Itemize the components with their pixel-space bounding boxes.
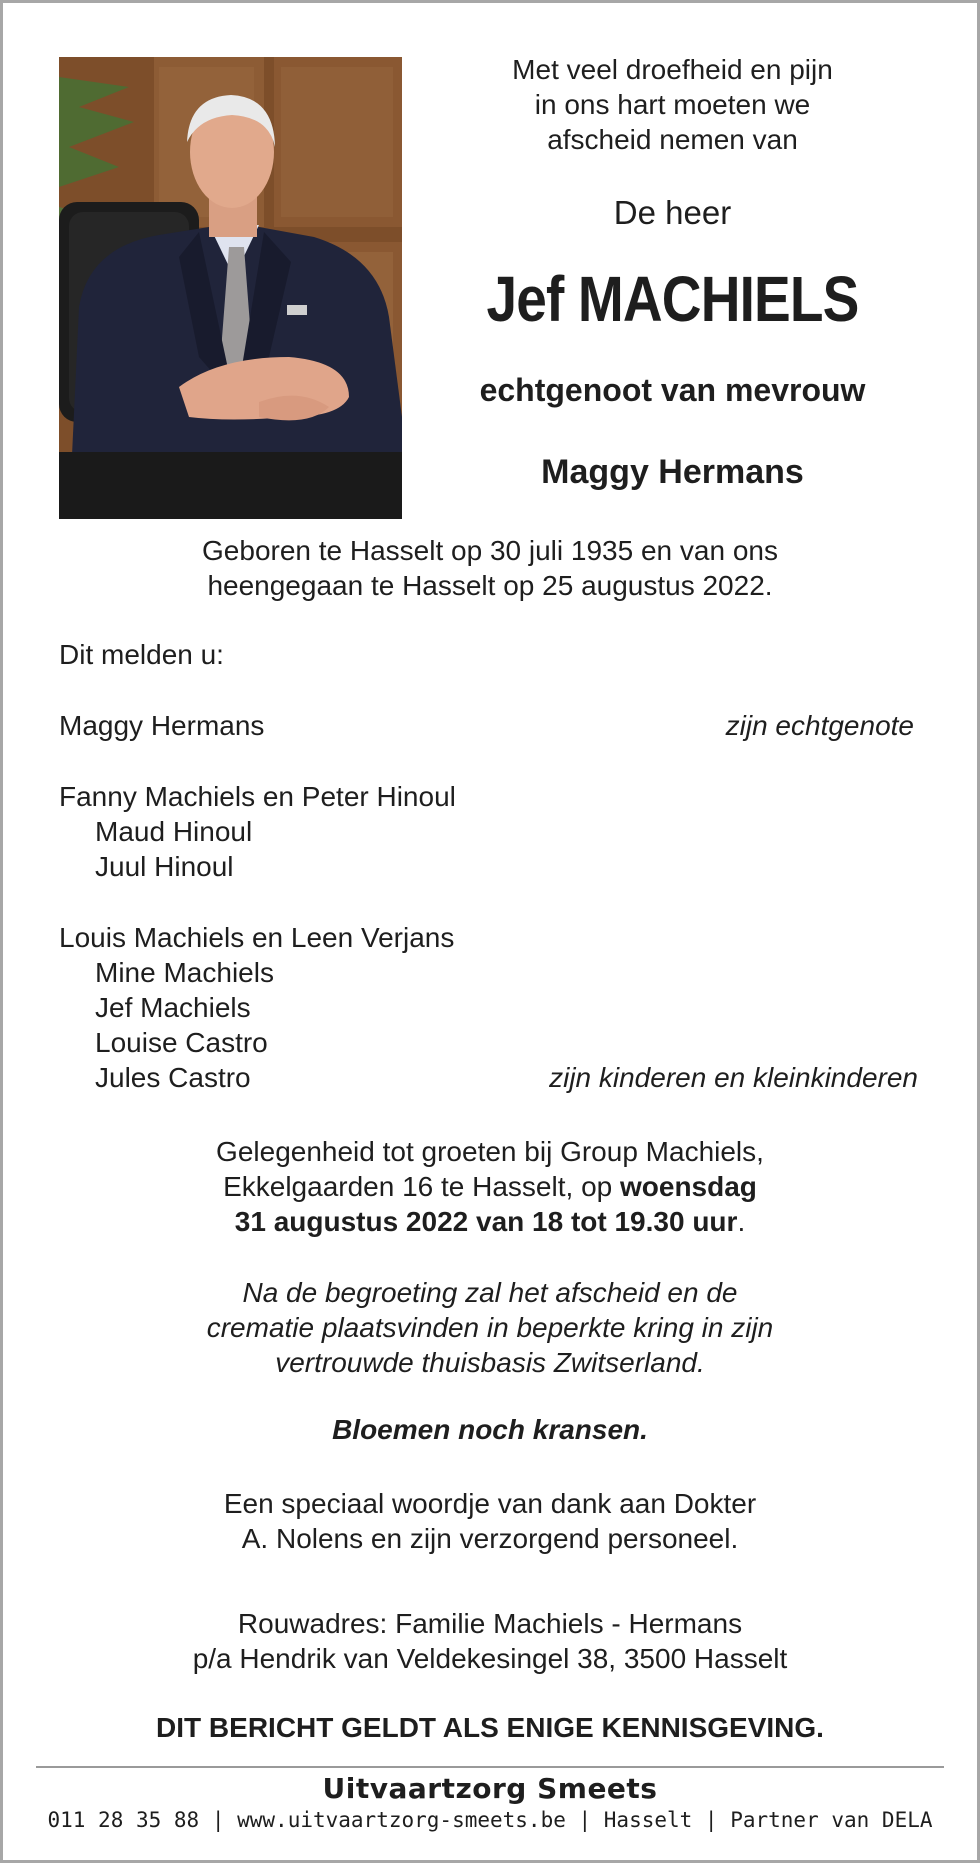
grandchild: Maud Hinoul <box>95 816 253 847</box>
address-line: p/a Hendrik van Veldekesingel 38, 3500 Hasselt <box>192 1643 788 1674</box>
funeral-company-name: Uitvaartzorg Smeets <box>322 1772 658 1805</box>
cremation-line: crematie plaatsvinden in beperkte kring in zijn <box>206 1312 774 1343</box>
flowers-note: Bloemen noch kransen. <box>332 1414 648 1445</box>
spouse-intro: echtgenoot van mevrouw <box>479 372 866 408</box>
death-line: heengegaan te Hasselt op 25 augustus 2022. <box>207 570 773 601</box>
greeting-line: Gelegenheid tot groeten bij Group Machiels, <box>216 1136 764 1167</box>
thanks-text <box>0 1486 980 1556</box>
greeting-line <box>0 1169 980 1204</box>
sole-notice: DIT BERICHT GELDT ALS ENIGE KENNISGEVING. <box>156 1712 824 1743</box>
birth-death-text <box>0 533 980 603</box>
children-role: zijn kinderen en kleinkinderen <box>549 1062 918 1093</box>
deceased-name: Jef MACHIELS <box>486 263 859 335</box>
greeting-day: woensdag <box>620 1171 757 1202</box>
greeting-datetime: 31 augustus 2022 van 18 tot 19.30 uur <box>234 1206 738 1237</box>
greeting-line <box>0 1204 980 1239</box>
announce-text: Dit melden u: <box>59 639 224 670</box>
intro-line: in ons hart moeten we <box>534 89 811 120</box>
thanks-line: Een speciaal woordje van dank aan Dokter <box>223 1488 757 1519</box>
intro-line: afscheid nemen van <box>547 124 798 155</box>
greeting-text <box>0 1134 980 1239</box>
grandchild: Mine Machiels <box>95 957 274 988</box>
footer-divider <box>36 1766 944 1768</box>
spouse-name: Maggy Hermans <box>541 453 804 491</box>
greeting-location: Ekkelgaarden 16 te Hasselt, op <box>223 1171 620 1202</box>
grandchild: Jules Castro <box>95 1062 251 1093</box>
cremation-line: vertrouwde thuisbasis Zwitserland. <box>275 1347 705 1378</box>
spouse-role: zijn echtgenote <box>725 710 914 741</box>
child-family-2: Louis Machiels en Leen Verjans <box>59 922 455 953</box>
greeting-period: . <box>737 1206 746 1237</box>
grandchild: Juul Hinoul <box>95 851 234 882</box>
intro-text <box>440 52 905 157</box>
address-line: Rouwadres: Familie Machiels - Hermans <box>237 1608 743 1639</box>
funeral-company-info: 011 28 35 88 | www.uitvaartzorg-smeets.be | Hasselt | Partner van DELA <box>47 1808 933 1832</box>
grandchild: Jef Machiels <box>95 992 251 1023</box>
mourning-address <box>0 1606 980 1676</box>
birth-line: Geboren te Hasselt op 30 juli 1935 en van ons <box>202 535 778 566</box>
thanks-line: A. Nolens en zijn verzorgend personeel. <box>241 1523 739 1554</box>
grandchild: Louise Castro <box>95 1027 268 1058</box>
family-spouse: Maggy Hermans <box>59 710 265 741</box>
intro-line: Met veel droefheid en pijn <box>512 54 833 85</box>
cremation-text <box>0 1275 980 1380</box>
cremation-line: Na de begroeting zal het afscheid en de <box>242 1277 738 1308</box>
child-family-1: Fanny Machiels en Peter Hinoul <box>59 781 456 812</box>
honorific: De heer <box>613 194 732 231</box>
portrait-photo <box>59 57 402 519</box>
